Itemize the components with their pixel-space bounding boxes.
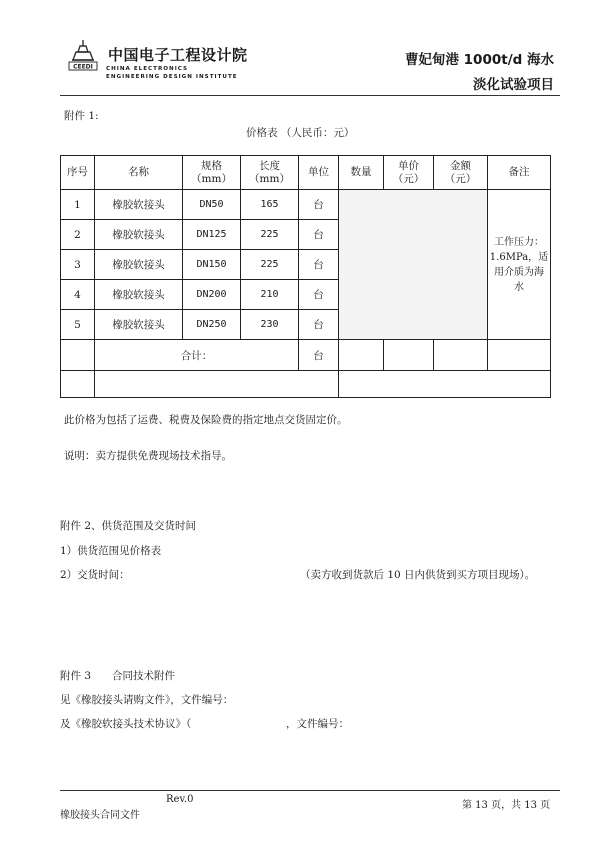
row-spec: DN125	[183, 220, 241, 250]
row-unit: 台	[299, 220, 339, 250]
col-header-qty: 数量	[339, 156, 384, 190]
col-header-unit: 单位	[299, 156, 339, 190]
row-name: 橡胶软接头	[95, 310, 183, 340]
page-number: 第 13 页，共 13 页	[462, 800, 551, 811]
org-name-en-line2: ENGINEERING DESIGN INSTITUTE	[106, 74, 238, 80]
col-header-remark: 备注	[488, 156, 551, 190]
row-name: 橡胶软接头	[95, 190, 183, 220]
attachment2-title: 附件 2、供货范围及交货时间	[60, 520, 197, 532]
col-header-no: 序号	[61, 156, 95, 190]
document-name: 橡胶接头合同文件	[60, 810, 140, 821]
attachment2-item2: 2）交货时间：	[60, 569, 130, 581]
row-name: 橡胶软接头	[95, 220, 183, 250]
col-header-length: 长度 （mm）	[241, 156, 299, 190]
project-title-line2: 淡化试验项目	[473, 77, 554, 93]
total-row	[61, 340, 551, 371]
project-title-line1: 曹妃甸港 1000t/d 海水	[404, 52, 554, 68]
redacted-price-block	[339, 190, 488, 340]
row-length: 225	[241, 250, 299, 280]
row-no: 2	[61, 220, 95, 250]
footer-divider	[60, 790, 560, 791]
row-no: 5	[61, 310, 95, 340]
attachment1-label: 附件 1:	[64, 110, 99, 122]
attachment3-line2a: 及《橡胶软接头技术协议》（	[60, 718, 192, 730]
row-length: 210	[241, 280, 299, 310]
explain-note: 说明：卖方提供免费现场技术指导。	[64, 450, 232, 462]
row-spec: DN200	[183, 280, 241, 310]
total-unit: 台	[299, 340, 339, 371]
row-no: 3	[61, 250, 95, 280]
price-note: 此价格为包括了运费、税费及保险费的指定地点交货固定价。	[64, 414, 348, 426]
total-label: 合计：	[95, 340, 299, 371]
org-name-en-line1: CHINA ELECTRONICS	[106, 66, 189, 72]
row-spec: DN250	[183, 310, 241, 340]
attachment3-line1: 见《橡胶接头请购文件》，文件编号：	[60, 694, 234, 706]
row-unit: 台	[299, 250, 339, 280]
row-name: 橡胶软接头	[95, 280, 183, 310]
col-header-spec: 规格 （mm）	[183, 156, 241, 190]
price-table	[60, 155, 551, 398]
row-no: 4	[61, 280, 95, 310]
row-name: 橡胶软接头	[95, 250, 183, 280]
row-unit: 台	[299, 310, 339, 340]
revision: Rev.0	[166, 794, 194, 805]
col-header-unit-price: 单价 （元）	[384, 156, 434, 190]
row-length: 225	[241, 220, 299, 250]
table-header-row	[61, 156, 551, 190]
row-length: 230	[241, 310, 299, 340]
attachment3-title: 附件 3 合同技术附件	[60, 670, 176, 682]
header-divider	[60, 95, 560, 96]
price-table-title: 价格表 （人民币：元）	[246, 127, 355, 139]
attachment2-item1: 1）供货范围见价格表	[60, 545, 162, 557]
col-header-name: 名称	[95, 156, 183, 190]
logo-text: CEEDI	[73, 63, 93, 71]
org-name-cn: 中国电子工程设计院	[108, 46, 248, 64]
row-spec: DN50	[183, 190, 241, 220]
row-unit: 台	[299, 190, 339, 220]
ceedi-logo	[66, 38, 100, 76]
row-length: 165	[241, 190, 299, 220]
col-header-amount: 金额 （元）	[434, 156, 488, 190]
row-no: 1	[61, 190, 95, 220]
org-name-en	[106, 65, 238, 81]
remark-cell: 工作压力： 1.6MPa，适 用介质为海 水	[488, 190, 551, 340]
row-spec: DN150	[183, 250, 241, 280]
attachment2-item2-note: （卖方收到货款后 10 日内供货到买方项目现场）。	[300, 569, 536, 581]
table-row	[61, 190, 551, 220]
attachment3-line2b: ，文件编号：	[286, 718, 349, 730]
empty-row	[61, 371, 551, 398]
row-unit: 台	[299, 280, 339, 310]
